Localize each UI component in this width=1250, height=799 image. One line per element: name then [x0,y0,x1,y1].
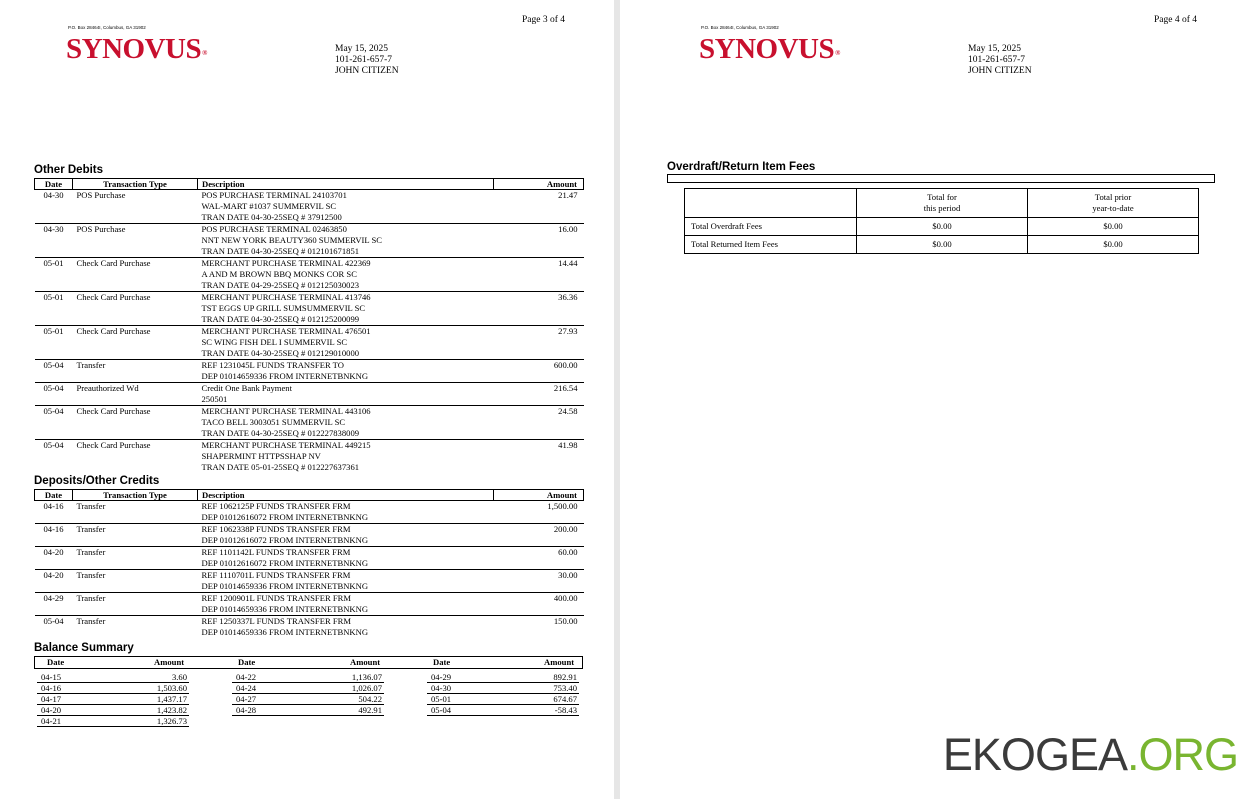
account-holder: JOHN CITIZEN [335,66,399,76]
row-description [198,440,494,474]
row-description [198,570,494,593]
table-row [35,501,584,524]
balance-entry [37,683,189,694]
table-row [35,440,584,474]
row-transaction-type: Check Card Purchase [73,326,198,360]
row-date: 04-30 [35,224,73,258]
balance-amount: 1,503.60 [156,683,187,693]
description-line: DEP 01012616072 FROM INTERNETBNKNG [201,512,369,522]
row-amount: 30.00 [494,570,584,593]
watermark-part1: EKOGEA [942,729,1127,780]
balance-amount: 1,437.17 [156,694,187,704]
bank-address: P.O. Box 28464I, Columbus, GA 31902 [701,25,779,30]
description-line: TRAN DATE 05-01-25SEQ # 012227637361 [201,462,360,472]
description-line: DEP 01012616072 FROM INTERNETBNKNG [201,558,369,568]
registered-mark: ® [202,49,207,57]
balance-amount: 504.22 [358,694,382,704]
description-line: REF 1200901L FUNDS TRANSFER FRM [201,593,351,603]
row-transaction-type: Transfer [73,547,198,570]
row-transaction-type: Transfer [73,593,198,616]
other-debits-rows [35,190,584,474]
balance-summary-header [34,656,583,669]
row-transaction-type: POS Purchase [73,224,198,258]
registered-mark: ® [835,49,840,57]
row-amount: 200.00 [494,524,584,547]
fees-title: Overdraft/Return Item Fees [667,161,816,173]
table-row [35,224,584,258]
row-date: 04-20 [35,570,73,593]
balance-amount: 492.91 [358,705,382,715]
description-line: REF 1110701L FUNDS TRANSFER FRM [201,570,351,580]
balance-entry [37,672,189,683]
deposits-rows [35,501,584,639]
balance-date: 04-21 [41,716,62,726]
row-description [198,406,494,440]
row-amount: 600.00 [494,360,584,383]
col-amount: Amount [494,179,584,190]
bal-col-date: Date [47,657,65,667]
table-row [35,593,584,616]
row-amount: 24.58 [494,406,584,440]
statement-page-4 [620,0,1250,799]
table-row [35,570,584,593]
description-line: MERCHANT PURCHASE TERMINAL 476501 [201,326,371,336]
row-description [198,547,494,570]
description-line: DEP 01014659336 FROM INTERNETBNKNG [201,581,369,591]
balance-amount: 892.91 [553,672,577,682]
row-description [198,524,494,547]
col-amount: Amount [494,490,584,501]
row-amount: 27.93 [494,326,584,360]
balance-entry [427,705,579,716]
row-transaction-type: Transfer [73,524,198,547]
row-description [198,360,494,383]
row-date: 05-04 [35,440,73,474]
statement-header [335,44,399,77]
description-line: 250501 [201,394,228,404]
row-amount: 400.00 [494,593,584,616]
row-transaction-type: Check Card Purchase [73,406,198,440]
fees-title-bar [667,174,1215,183]
row-transaction-type: Transfer [76,501,106,511]
fees-row-overdraft [685,218,1199,236]
row-date: 04-29 [35,593,73,616]
row-date: 05-04 [35,360,73,383]
row-transaction-type: Check Card Purchase [73,258,198,292]
page-number: Page 4 of 4 [1154,15,1198,25]
fees-period-value: $0.00 [857,218,1028,236]
balance-date: 04-17 [41,694,62,704]
balance-entry [37,705,189,716]
balance-amount: 674.67 [553,694,577,704]
row-date: 05-04 [35,383,73,406]
balance-entry [37,716,189,727]
balance-entry [232,705,384,716]
row-description [198,292,494,326]
description-line: DEP 01012616072 FROM INTERNETBNKNG [201,535,369,545]
col-date: Date [35,490,73,501]
row-amount: 41.98 [494,440,584,474]
row-date: 05-04 [35,616,73,639]
description-line: TRAN DATE 04-30-25SEQ # 37912500 [201,212,342,222]
balance-date: 05-04 [431,705,452,715]
balance-amount: 1,423.82 [156,705,187,715]
description-line: REF 1062125P FUNDS TRANSFER FRM [201,501,351,511]
balance-amount: 1,326.73 [156,716,187,726]
description-line: SC WING FISH DEL I SUMMERVIL SC [201,337,348,347]
bank-logo [66,34,207,64]
description-line: Credit One Bank Payment [201,383,292,393]
balance-entry [37,694,189,705]
table-row [35,292,584,326]
table-row [35,616,584,639]
balance-date: 04-24 [236,683,257,693]
balance-amount: 3.60 [171,672,187,682]
bank-logo [699,34,840,64]
row-date: 04-30 [43,190,64,200]
row-description [198,326,494,360]
account-holder: JOHN CITIZEN [968,66,1032,76]
statement-date: May 15, 2025 [968,44,1022,54]
row-date: 04-16 [35,524,73,547]
description-line: MERCHANT PURCHASE TERMINAL 413746 [201,292,371,302]
description-line: TRAN DATE 04-30-25SEQ # 012125200099 [201,314,360,324]
fees-header-ytd-line2: year-to-date [1092,203,1134,213]
row-date: 05-01 [35,326,73,360]
row-amount: 216.54 [494,383,584,406]
bal-col-date: Date [433,657,451,667]
row-date: 04-16 [43,501,64,511]
row-transaction-type: POS Purchase [76,190,126,200]
fees-row-label: Total Returned Item Fees [685,236,857,254]
row-transaction-type: Check Card Purchase [73,440,198,474]
row-amount: 16.00 [494,224,584,258]
description-line: REF 1062338P FUNDS TRANSFER FRM [201,524,351,534]
description-line: DEP 01014659336 FROM INTERNETBNKNG [201,371,369,381]
fees-header-ytd [1028,189,1199,218]
description-line: TST EGGS UP GRILL SUMSUMMERVIL SC [201,303,366,313]
table-row [35,326,584,360]
balance-entry [232,683,384,694]
description-line: TRAN DATE 04-29-25SEQ # 012125030023 [201,280,360,290]
account-number: 101-261-657-7 [335,55,392,65]
balance-entry [232,694,384,705]
row-date: 05-01 [35,258,73,292]
fees-row-label: Total Overdraft Fees [685,218,857,236]
row-transaction-type: Check Card Purchase [73,292,198,326]
watermark-part2: .ORG [1126,729,1238,780]
balance-summary-title: Balance Summary [34,642,134,654]
row-date: 04-20 [35,547,73,570]
row-amount: 36.36 [494,292,584,326]
row-date: 05-01 [35,292,73,326]
row-description [198,190,494,224]
col-date: Date [35,179,73,190]
description-line: TRAN DATE 04-30-25SEQ # 012227838009 [201,428,360,438]
bal-col-amount: Amount [154,657,185,667]
balance-date: 04-22 [236,672,257,682]
description-line: WAL-MART #1037 SUMMERVIL SC [201,201,337,211]
balance-amount: -58.43 [554,705,577,715]
description-line: DEP 01014659336 FROM INTERNETBNKNG [201,627,369,637]
table-row [35,524,584,547]
fees-blank-header [685,189,857,218]
table-row [35,406,584,440]
col-transaction-type: Transaction Type [73,179,198,190]
description-line: REF 1250337L FUNDS TRANSFER FRM [201,616,351,626]
row-description [198,258,494,292]
table-row [35,360,584,383]
description-line: POS PURCHASE TERMINAL 24103701 [201,190,347,200]
description-line: TRAN DATE 04-30-25SEQ # 012101671851 [201,246,360,256]
balance-amount: 1,026.07 [351,683,382,693]
balance-date: 04-20 [41,705,62,715]
row-description [198,501,494,524]
balance-date: 04-28 [236,705,257,715]
bank-logo-text: SYNOVUS [699,33,835,65]
balance-date: 04-15 [41,672,62,682]
deposits-title: Deposits/Other Credits [34,475,160,487]
col-description: Description [198,490,494,501]
description-line: MERCHANT PURCHASE TERMINAL 443106 [201,406,371,416]
balance-date: 04-30 [431,683,452,693]
table-row [35,547,584,570]
fees-header-period [857,189,1028,218]
fees-header-period-line1: Total for [927,192,957,202]
watermark-logo [943,730,1238,780]
other-debits-title: Other Debits [34,164,104,176]
description-line: POS PURCHASE TERMINAL 02463850 [201,224,347,234]
row-description [198,616,494,639]
bank-address: P.O. Box 28464I, Columbus, GA 31902 [68,25,146,30]
balance-entry [427,694,579,705]
statement-page-3 [0,0,614,799]
description-line: REF 1231045L FUNDS TRANSFER TO [201,360,344,370]
row-date: 05-04 [35,406,73,440]
row-description [198,593,494,616]
balance-date: 04-16 [41,683,62,693]
description-line: SHAPERMINT HTTPSSHAP NV [201,451,321,461]
balance-amount: 1,136.07 [351,672,382,682]
bank-logo-text: SYNOVUS [66,33,202,65]
bal-col-amount: Amount [544,657,575,667]
col-description: Description [198,179,494,190]
account-number: 101-261-657-7 [968,55,1025,65]
fees-period-value: $0.00 [857,236,1028,254]
col-transaction-type: Transaction Type [73,490,198,501]
fees-ytd-value: $0.00 [1028,218,1199,236]
balance-date: 04-29 [431,672,452,682]
description-line: MERCHANT PURCHASE TERMINAL 449215 [201,440,371,450]
row-description [198,383,494,406]
bal-col-date: Date [238,657,256,667]
description-line: A AND M BROWN BBQ MONKS COR SC [201,269,357,279]
fees-ytd-value: $0.00 [1028,236,1199,254]
description-line: DEP 01014659336 FROM INTERNETBNKNG [201,604,369,614]
deposits-table [34,489,584,638]
fees-header-period-line2: this period [923,203,961,213]
fees-row-returned [685,236,1199,254]
balance-entry [232,672,384,683]
description-line: MERCHANT PURCHASE TERMINAL 422369 [201,258,371,268]
table-row [35,383,584,406]
row-transaction-type: Transfer [73,360,198,383]
table-row [35,258,584,292]
description-line: REF 1101142L FUNDS TRANSFER FRM [201,547,351,557]
balance-entry [427,683,579,694]
row-amount: 21.47 [558,190,578,200]
row-amount: 60.00 [494,547,584,570]
statement-header [968,44,1032,77]
row-transaction-type: Transfer [73,570,198,593]
row-transaction-type: Transfer [73,616,198,639]
description-line: NNT NEW YORK BEAUTY360 SUMMERVIL SC [201,235,383,245]
statement-date: May 15, 2025 [335,44,389,54]
fees-table [684,188,1199,254]
balance-amount: 753.40 [553,683,577,693]
balance-date: 05-01 [431,694,452,704]
row-amount: 14.44 [494,258,584,292]
bal-col-amount: Amount [350,657,381,667]
row-amount: 1,500.00 [547,501,578,511]
fees-header-ytd-line1: Total prior [1094,192,1132,202]
page-number: Page 3 of 4 [522,15,566,25]
table-row [35,190,584,224]
row-amount: 150.00 [494,616,584,639]
description-line: TACO BELL 3003051 SUMMERVIL SC [201,417,346,427]
row-transaction-type: Preauthorized Wd [73,383,198,406]
balance-date: 04-27 [236,694,257,704]
balance-entry [427,672,579,683]
other-debits-table [34,178,584,473]
description-line: TRAN DATE 04-30-25SEQ # 012129010000 [201,348,360,358]
row-description [198,224,494,258]
